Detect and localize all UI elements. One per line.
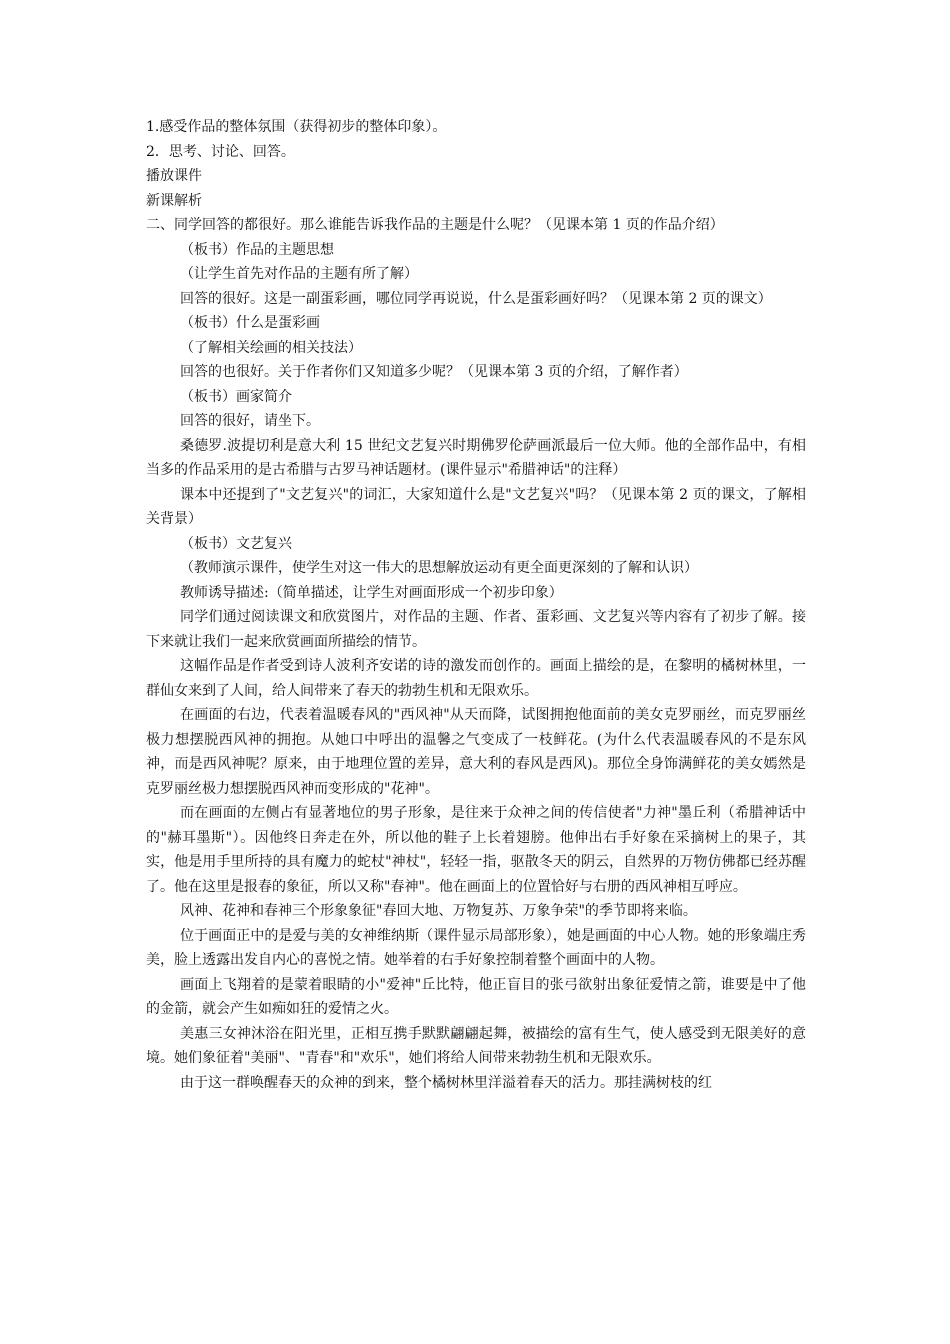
document-page [146, 115, 806, 1095]
paragraph-5: 二、同学回答的都很好。那么谁能告诉我作品的主题是什么呢？（见课本第 1 页的作品介绍） [146, 217, 724, 233]
paragraph-20: 这幅作品是作者受到诗人波利齐安诺的诗的激发而创作的。画面上描绘的是，在黎明的橘树林里，一群仙女来到了人间，给人间带来了春天的勃勃生机和无限欢乐。 [146, 658, 806, 699]
paragraph-27: 由于这一群唤醒春天的众神的到来，整个橘树林里洋溢着春天的活力。那挂满树枝的红 [180, 1074, 712, 1091]
paragraph-25: 画面上飞翔着的是蒙着眼睛的小"爱神"丘比特，他正盲目的张弓欲射出象征爱情之箭，谁要是中了他的金箭，就会产生如痴如狂的爱情之火。 [146, 976, 806, 1017]
paragraph-15: 课本中还提到了"文艺复兴"的词汇，大家知道什么是"文艺复兴"吗？（见课本第 2 页的课文，了解相关背景） [146, 486, 806, 527]
paragraph-11: 回答的也很好。关于作者你们又知道多少呢？（见课本第 3 页的介绍，了解作者） [180, 364, 688, 380]
paragraph-23: 风神、花神和春神三个形象象征"春回大地、万物复苏、万象争荣"的季节即将来临。 [180, 903, 697, 919]
paragraph-17: （教师演示课件，使学生对这一伟大的思想解放运动有更全面更深刻的了解和认识） [180, 560, 698, 576]
paragraph-7: （让学生首先对作品的主题有所了解） [180, 266, 418, 282]
paragraph-13: 回答的很好，请坐下。 [180, 413, 320, 429]
paragraph-21: 在画面的右边，代表着温暖春风的"西风神"从天而降，试图拥抱他面前的美女克罗丽丝，而克罗丽丝极力想摆脱西风神的拥抱。从她口中呼出的温馨之气变成了一枝鲜花。(为什么代表温暖春风的不是东风神，而是西风神呢？原来，由于地理位置的差异，意大利的春风是西风)。那位全身饰满鲜花的美女嫣然是克罗丽丝极力想摆脱西风神而变形成的"花神"。 [146, 707, 806, 797]
paragraph-9: （板书）什么是蛋彩画 [180, 315, 320, 331]
paragraph-26: 美惠三女神沐浴在阳光里，正相互携手默默翩翩起舞，被描绘的富有生气，使人感受到无限美好的意境。她们象征着"美丽"、"青春"和"欢乐"，她们将给人间带来勃勃生机和无限欢乐。 [146, 1025, 806, 1066]
paragraph-12: （板书）画家简介 [180, 388, 292, 405]
paragraph-2: 2．思考、讨论、回答。 [146, 143, 295, 160]
paragraph-18: 教师诱导描述:（简单描述，让学生对画面形成一个初步印象） [180, 584, 563, 601]
paragraph-19: 同学们通过阅读课文和欣赏图片，对作品的主题、作者、蛋彩画、文艺复兴等内容有了初步了解。接下来就让我们一起来欣赏画面所描绘的情节。 [146, 609, 806, 650]
paragraph-22: 而在画面的左侧占有显著地位的男子形象，是往来于众神之间的传信使者"力神"墨丘利（希腊神话中的"赫耳墨斯"）。因他终日奔走在外，所以他的鞋子上长着翅膀。他伸出右手好象在采摘树上的果子，其实，他是用手里所持的具有魔力的蛇杖"神杖"，轻轻一指，驱散冬天的阴云，自然界的万物仿佛都已经苏醒了。他在这里是报春的象征，所以又称"春神"。他在画面上的位置恰好与右册的西风神相互呼应。 [146, 805, 806, 895]
paragraph-3: 播放课件 [146, 168, 202, 184]
paragraph-1: 1.感受作品的整体氛围（获得初步的整体印象）。 [146, 119, 447, 135]
paragraph-8: 回答的很好。这是一副蛋彩画，哪位同学再说说，什么是蛋彩画好吗？（见课本第 2 页的课文） [180, 290, 772, 307]
paragraph-4: 新课解析 [146, 192, 202, 209]
paragraph-6: （板书）作品的主题思想 [180, 241, 334, 258]
paragraph-14: 桑德罗.波提切利是意大利 15 世纪文艺复兴时期佛罗伦萨画派最后一位大师。他的全部作品中，有相当多的作品采用的是古希腊与古罗马神话题材。(课件显示"希腊神话"的注释） [146, 437, 806, 478]
paragraph-10: （了解相关绘画的相关技法） [180, 339, 362, 356]
paragraph-24: 位于画面正中的是爱与美的女神维纳斯（课件显示局部形象），她是画面的中心人物。她的形象端庄秀美，脸上透露出发自内心的喜悦之情。她举着的右手好象控制着整个画面中的人物。 [146, 927, 806, 968]
paragraph-16: （板书）文艺复兴 [180, 535, 292, 552]
